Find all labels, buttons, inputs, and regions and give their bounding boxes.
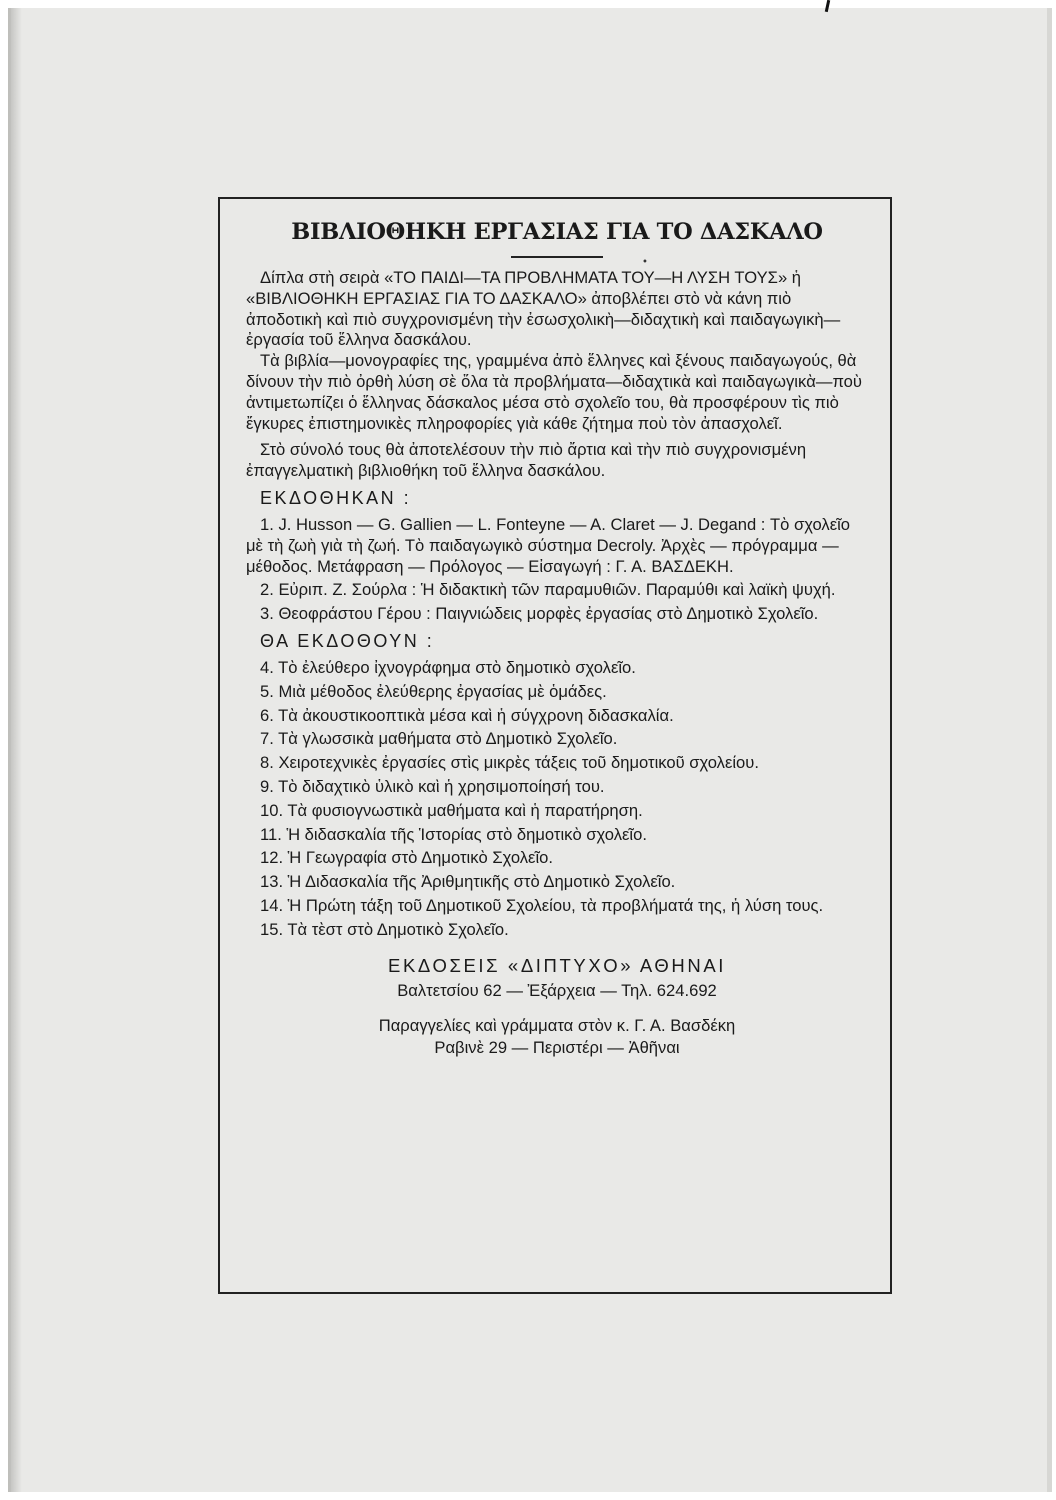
list-item: 8. Χειροτεχνικὲς ἐργασίες στὶς μικρὲς τάξεις τοῦ δημοτικοῦ σχολείου. <box>260 753 759 773</box>
page-binding-shadow <box>8 8 22 1492</box>
advertisement-box <box>218 197 892 1294</box>
list-item: 11. Ἡ διδασκαλία τῆς Ἱστορίας στὸ δημοτικὸ σχολεῖο. <box>260 824 647 844</box>
publisher-block <box>246 955 868 1059</box>
forthcoming-list <box>246 658 868 941</box>
orders-line-2: Ραβινὲ 29 — Περιστέρι — Ἀθῆναι <box>434 1037 680 1057</box>
list-item: 15. Τὰ τὲστ στὸ Δημοτικὸ Σχολεῖο. <box>260 919 509 939</box>
list-item: 12. Ἡ Γεωγραφία στὸ Δημοτικὸ Σχολεῖο. <box>260 848 553 868</box>
list-item: 14. Ἡ Πρώτη τάξη τοῦ Δημοτικοῦ Σχολείου, τὰ προβλήματά της, ἡ λύση τους. <box>260 895 824 915</box>
orders-info <box>246 1015 868 1059</box>
list-item: 6. Τὰ ἀκουστικοοπτικὰ μέσα καὶ ἡ σύγχρονη διδασκαλία. <box>260 705 674 725</box>
list-item: 9. Τὸ διδαχτικὸ ὑλικὸ καὶ ἡ χρησιμοποίησή του. <box>260 776 605 796</box>
published-heading: ΕΚΔΟΘΗΚΑΝ : <box>260 487 412 508</box>
list-item: 3. Θεοφράστου Γέρου : Παιγνιώδεις μορφὲς ἐργασίας στὸ Δημοτικὸ Σχολεῖο. <box>260 604 819 624</box>
intro-text <box>246 268 868 482</box>
list-item: 4. Τὸ ἐλεύθερο ἰχνογράφημα στὸ δημοτικὸ σχολεῖο. <box>260 657 636 677</box>
box-title: ΒΙΒΛΙΟΘΗΚΗ ΕΡΓΑΣΙΑΣ ΓΙΑ ΤΟ ΔΑΣΚΑΛΟ <box>291 219 823 245</box>
page-edge <box>1047 8 1052 1492</box>
list-item: 1. J. Husson — G. Gallien — L. Fonteyne — A. Claret — J. Degand : Τὸ σχολεῖο μὲ τὴ ζωὴ γιὰ τὴ ζωή. Τὸ παιδαγωγικὸ σύστημα Decroly. Ἀρχὲς — πρόγραμμα — μέθοδος. Μετάφραση — Πρόλογος — Εἰσαγωγή : Γ. Α. ΒΑΣΔΕΚΗ. <box>246 514 851 576</box>
list-item: 10. Τὰ φυσιογνωστικὰ μαθήματα καὶ ἡ παρατήρηση. <box>260 800 643 820</box>
publisher-address: Βαλτετσίου 62 — Ἐξάρχεια — Τηλ. 624.692 <box>397 980 717 1000</box>
intro-paragraph-2: Τὰ βιβλία—μονογραφίες της, γραμμένα ἀπὸ ἕλληνες καὶ ξένους παιδαγωγούς, θὰ δίνουν τὴν πιὸ ὀρθὴ λύση σὲ ὅλα τὰ προβλήματα—διδαχτικὰ καὶ παιδαγωγικὰ—ποὺ ἀντιμετωπίζει ὁ ἕλληνας δάσκαλος μέσα στὸ σχολεῖο του, θὰ προσφέρουν τὶς πιὸ ἔγκυρες ἐπιστημονικὲς πληροφορίες γιὰ κάθε ζήτημα ποὺ τὸν ἀπασχολεῖ. <box>246 351 862 433</box>
list-item: 5. Μιὰ μέθοδος ἐλεύθερης ἐργασίας μὲ ὁμάδες. <box>260 681 607 701</box>
intro-paragraph-3: Στὸ σύνολό τους θὰ ἀποτελέσουν τὴν πιὸ ἄρτια καὶ τὴν πιὸ συγχρονισμένη ἐπαγγελματικὴ βιβλιοθήκη τοῦ ἕλληνα δασκάλου. <box>246 440 807 481</box>
list-item: 13. Ἡ Διδασκαλία τῆς Ἀριθμητικῆς στὸ Δημοτικὸ Σχολεῖο. <box>260 872 676 892</box>
list-item: 7. Τὰ γλωσσικὰ μαθήματα στὸ Δημοτικὸ Σχολεῖο. <box>260 729 618 749</box>
intro-paragraph-1: Δίπλα στὴ σειρὰ «ΤΟ ΠΑΙΔΙ—ΤΑ ΠΡΟΒΛΗΜΑΤΑ ΤΟΥ—Η ΛΥΣΗ ΤΟΥΣ» ἡ «ΒΙΒΛΙΟΘΗΚΗ ΕΡΓΑΣΙΑΣ ΓΙΑ ΤΟ ΔΑΣΚΑΛΟ» ἀποβλέπει στὸ νὰ κάνη πιὸ ἀποδοτικὴ καὶ πιὸ συγχρονισμένη τὴν ἐσωσχολικὴ—διδαχτικὴ καὶ παιδαγωγικὴ—ἐργασία τοῦ ἕλληνα δασκάλου. <box>246 268 841 350</box>
forthcoming-heading: ΘΑ ΕΚΔΟΘΟΥΝ : <box>260 630 435 651</box>
publisher-name: ΕΚΔΟΣΕΙΣ «ΔΙΠΤΥΧΟ» ΑΘΗΝΑΙ <box>388 954 726 976</box>
decorative-dot: • <box>642 257 648 268</box>
orders-line-1: Παραγγελίες καὶ γράμματα στὸν κ. Γ. Α. Βασδέκη <box>378 1015 736 1035</box>
published-list <box>246 515 868 625</box>
list-item: 2. Εὐριπ. Ζ. Σούρλα : Ἡ διδακτικὴ τῶν παραμυθιῶν. Παραμύθι καὶ λαϊκὴ ψυχή. <box>260 580 836 600</box>
